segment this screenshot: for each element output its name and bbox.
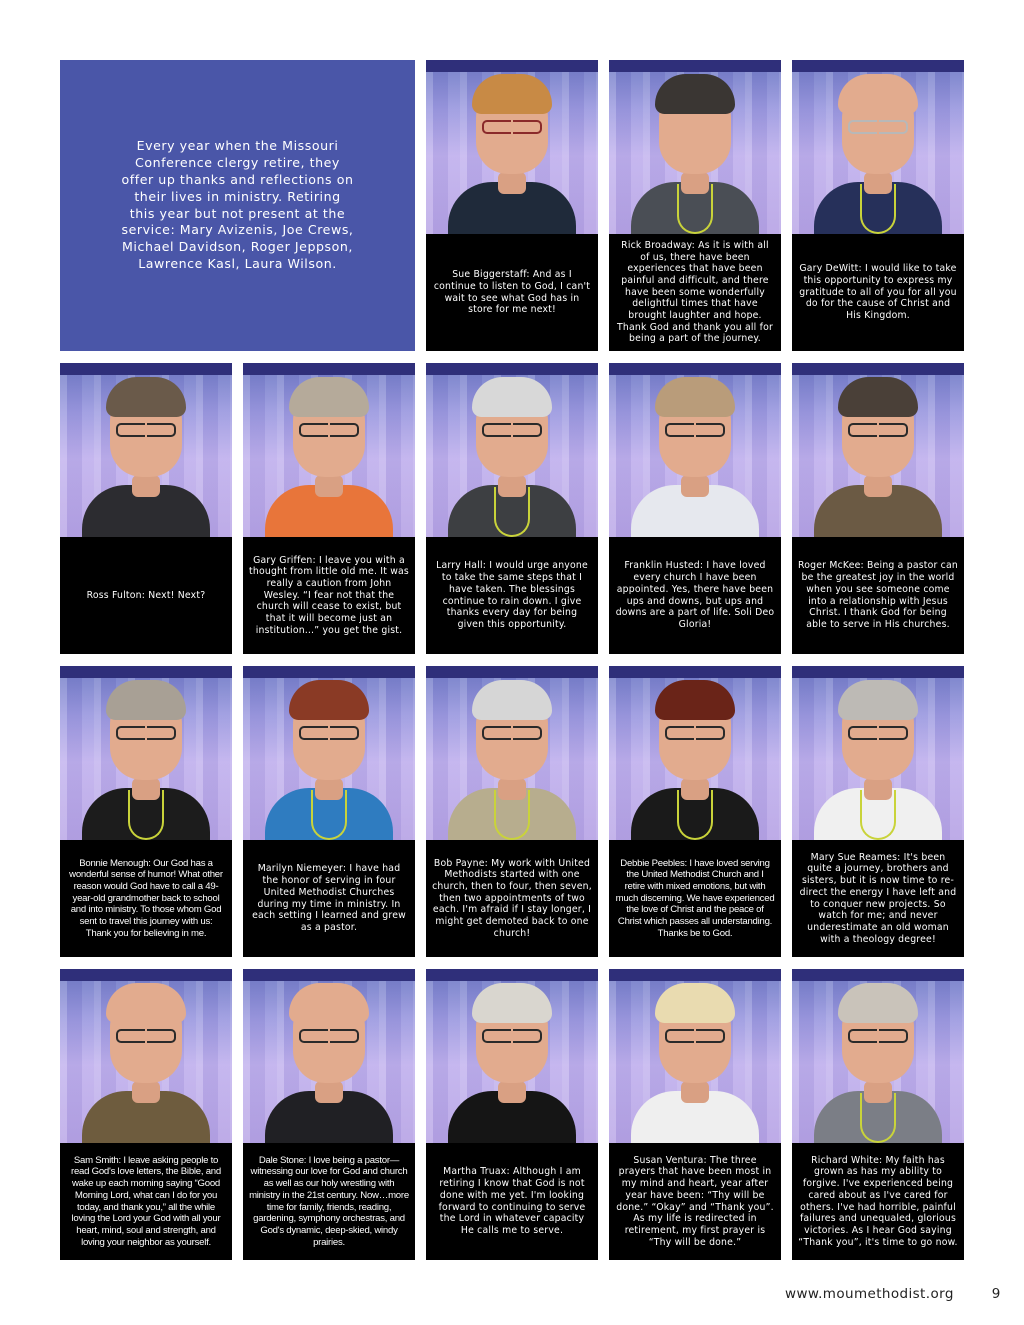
profile-card-dewitt xyxy=(792,60,964,351)
profile-card-reames xyxy=(792,666,964,957)
portrait-photo xyxy=(792,969,964,1143)
profile-card-truax xyxy=(426,969,598,1260)
profile-card-griffen xyxy=(243,363,415,654)
profile-card-husted xyxy=(609,363,781,654)
portrait-photo xyxy=(792,60,964,234)
profile-card-payne xyxy=(426,666,598,957)
profile-caption: Roger McKee: Being a pastor can be the greatest joy in the world when you see someone come into a relationship with Jesus Christ. I thank God for being able to serve in His churches. xyxy=(798,560,958,630)
profile-caption: Ross Fulton: Next! Next? xyxy=(86,589,206,601)
profile-caption: Bonnie Menough: Our God has a wonderful sense of humor! What other reason would God have to call a 49-year-old grandmother back to school and into ministry. To those whom God sent to travel this journey with us: Thank you for believing in me. xyxy=(69,857,223,939)
portrait-photo xyxy=(426,666,598,840)
profile-card-biggerstaff xyxy=(426,60,598,351)
portrait-photo xyxy=(792,363,964,537)
profile-caption: Rick Broadway: As it is with all of us, there have been experiences that have been painful and difficult, and there have been some wonderfully delightful times that have brought laughter and hope. Thank God and thank you all for being a part of the journey. xyxy=(617,239,773,345)
profile-card-broadway xyxy=(609,60,781,351)
profile-card-fulton xyxy=(60,363,232,654)
profile-caption: Marilyn Niemeyer: I have had the honor of serving in four United Methodist Churches during my time in ministry. In each setting I learned and grew as a pastor. xyxy=(252,863,406,933)
profile-card-white xyxy=(792,969,964,1260)
profile-caption: Sue Biggerstaff: And as I continue to listen to God, I can't wait to see what God has in store for me next! xyxy=(433,269,591,316)
page-number: 9 xyxy=(991,1286,1001,1302)
profile-caption: Bob Payne: My work with United Methodists started with one church, then to four, then seven, then two appointments of two each. I'm afraid if I stay longer, I might get demoted back to one church! xyxy=(432,857,592,939)
portrait-photo xyxy=(60,969,232,1143)
profile-caption: Mary Sue Reames: It's been quite a journey, brothers and sisters, but it is now time to re-direct the energy I have left and to conquer new projects. So watch for me; and never underestimate an old woman with a theology degree! xyxy=(799,851,957,945)
profile-card-smith xyxy=(60,969,232,1260)
portrait-photo xyxy=(243,666,415,840)
profile-caption: Gary Griffen: I leave you with a thought from little old me. It was really a caution from John Wesley. “I fear not that the church will cease to exist, but that it will become just an institution…” you get the gist. xyxy=(249,554,409,636)
portrait-photo xyxy=(792,666,964,840)
profile-caption: Martha Truax: Although I am retiring I know that God is not done with me yet. I'm looking forward to continuing to serve the Lord in whatever capacity He calls me to serve. xyxy=(438,1166,586,1236)
portrait-photo xyxy=(426,969,598,1143)
profile-caption: Franklin Husted: I have loved every church I have been appointed. Yes, there have been ups and downs, but ups and downs are a part of life. Soli Deo Gloria! xyxy=(615,560,775,630)
intro-text: Every year when the Missouri Conference clergy retire, they offer up thanks and reflections on their lives in ministry. Retiring this year but not present at the service: Mary Avizenis, Joe Crews, Michael Davidson, Roger Jeppson, Lawrence Kasl, Laura Wilson. xyxy=(121,138,354,271)
profile-card-menough xyxy=(60,666,232,957)
portrait-photo xyxy=(243,363,415,537)
profile-card-ventura xyxy=(609,969,781,1260)
footer-website: www.moumethodist.org xyxy=(785,1286,954,1302)
profile-card-stone xyxy=(243,969,415,1260)
profile-caption: Susan Ventura: The three prayers that have been most in my mind and heart, year after year have been: “Thy will be done.” “Okay” and “Thank you”. As my life is redirected in retirement, my first prayer is “Thy will be done.” xyxy=(616,1154,774,1248)
profile-card-mckee xyxy=(792,363,964,654)
portrait-photo xyxy=(609,666,781,840)
portrait-photo xyxy=(60,363,232,537)
profile-caption: Richard White: My faith has grown as has my ability to forgive. I've experienced being cared about as I've cared for others. I've had horrible, painful failures and unequaled, glorious victories. As I hear God saying “Thank you”, it's time to go now. xyxy=(798,1154,958,1248)
portrait-photo xyxy=(426,60,598,234)
profile-caption: Dale Stone: I love being a pastor—witnessing our love for God and church as well as our holy wrestling with ministry in the 21st century. Now…more time for family, friends, reading, gardening, symphony orchestras, and God's dynamic, deep-skied, windy prairies. xyxy=(249,1154,409,1248)
profile-caption: Sam Smith: I leave asking people to read God's love letters, the Bible, and wake up each morning saying “Good Morning Lord, what can I do for you today, and thank you,” all the while loving the Lord your God with all your heart, mind, soul and strength, and loving your neighbor as yourself. xyxy=(71,1154,221,1248)
portrait-photo xyxy=(243,969,415,1143)
portrait-photo xyxy=(609,60,781,234)
profile-caption: Gary DeWitt: I would like to take this opportunity to express my gratitude to all of you for all you do for the cause of Christ and His Kingdom. xyxy=(799,263,957,322)
portrait-photo xyxy=(609,969,781,1143)
portrait-photo xyxy=(60,666,232,840)
profile-card-niemeyer xyxy=(243,666,415,957)
portrait-photo xyxy=(609,363,781,537)
intro-panel xyxy=(60,60,415,351)
profile-card-hall xyxy=(426,363,598,654)
profile-card-peebles xyxy=(609,666,781,957)
profile-caption: Debbie Peebles: I have loved serving the United Methodist Church and I retire with mixed emotions, but with much discerning. We have experienced the love of Christ and the peace of Christ which passes all understanding. Thanks be to God. xyxy=(615,857,775,939)
portrait-photo xyxy=(426,363,598,537)
profile-caption: Larry Hall: I would urge anyone to take the same steps that I have taken. The blessings continue to rain down. I give thanks every day for being given this opportunity. xyxy=(436,560,588,630)
